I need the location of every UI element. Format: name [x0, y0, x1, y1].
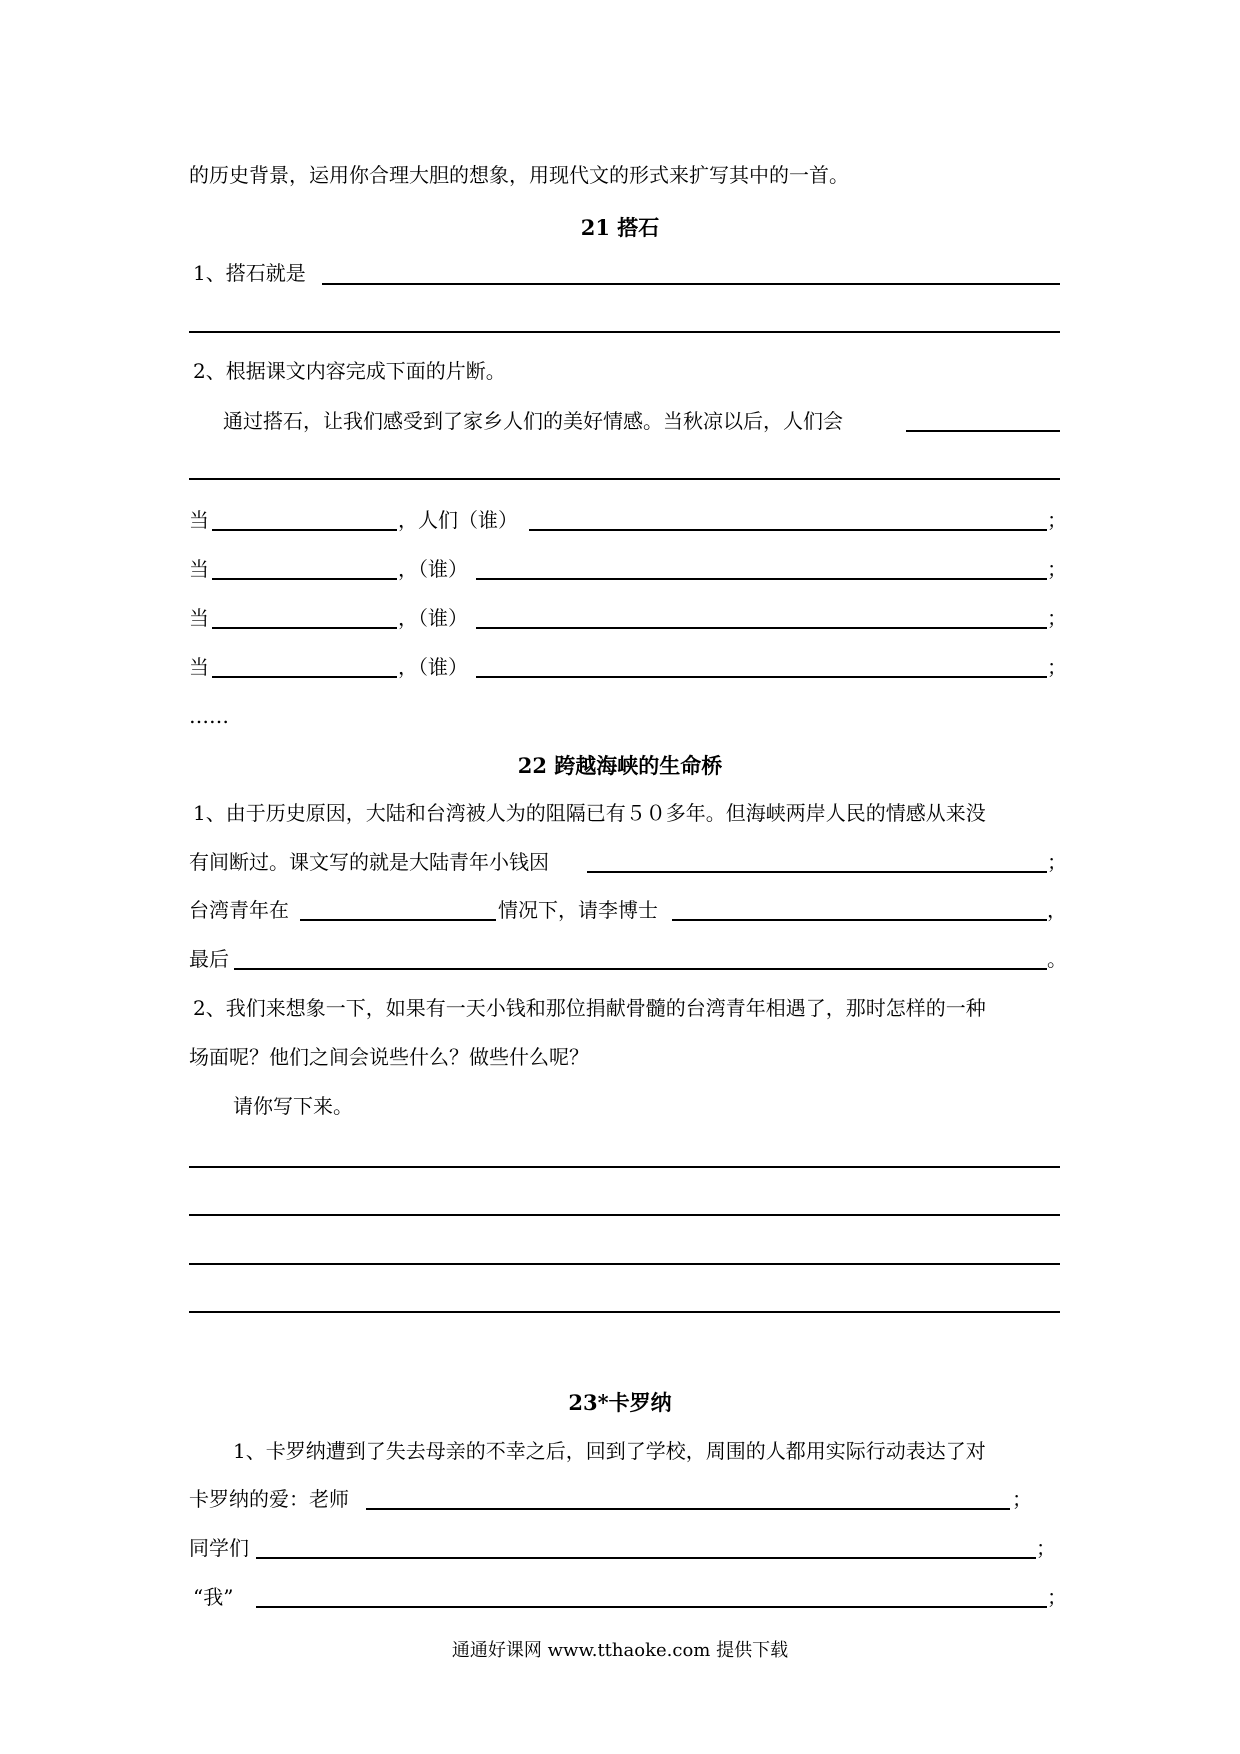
sec21-q1-blank[interactable] — [322, 283, 1060, 285]
sec23-classmates-blank[interactable] — [256, 1557, 1036, 1559]
sec21-when-label: 当 — [189, 508, 209, 532]
sec21-semicolon: ； — [1047, 508, 1067, 532]
sec22-writing-line-2[interactable] — [189, 1214, 1060, 1216]
sec21-semicolon: ； — [1047, 655, 1067, 679]
sec22-writing-line-4[interactable] — [189, 1311, 1060, 1313]
sec21-q1-text: 1、搭石就是 — [193, 261, 306, 285]
sec22-comma: ， — [1047, 898, 1067, 922]
sec23-teacher-blank[interactable] — [366, 1508, 1010, 1510]
sec23-q1-line3: 同学们 — [189, 1536, 249, 1560]
intro-text: 的历史背景，运用你合理大胆的想象，用现代文的形式来扩写其中的一首。 — [189, 163, 849, 187]
sec22-q1-line4: 最后 — [189, 947, 229, 971]
sec23-semicolon: ； — [1036, 1536, 1056, 1560]
sec22-q1-line3b: 情况下，请李博士 — [498, 898, 658, 922]
sec22-q1-blank-request[interactable] — [672, 919, 1047, 921]
sec21-action-blank-4[interactable] — [476, 676, 1047, 678]
sec23-q1-line1: 1、卡罗纳遭到了失去母亲的不幸之后，回到了学校，周围的人都用实际行动表达了对 — [233, 1439, 986, 1463]
sec21-when-label: 当 — [189, 655, 209, 679]
sec21-q1-blank-line2[interactable] — [189, 331, 1060, 333]
sec22-semicolon: ； — [1047, 850, 1067, 874]
sec21-action-blank-2[interactable] — [476, 578, 1047, 580]
sec22-q1-line2: 有间断过。课文写的就是大陆青年小钱因 — [189, 850, 549, 874]
sec21-ellipsis: …… — [189, 704, 229, 728]
sec21-when-blank-1[interactable] — [212, 529, 397, 531]
sec21-people-who-label: ，人们（谁） — [398, 508, 518, 532]
sec22-writing-line-3[interactable] — [189, 1263, 1060, 1265]
sec22-q1-blank-situation[interactable] — [300, 919, 496, 921]
sec22-q1-blank-final[interactable] — [234, 968, 1047, 970]
sec21-semicolon: ； — [1047, 606, 1067, 630]
section-21-title: 21 搭石 — [580, 215, 660, 240]
section-22-title: 22 跨越海峡的生命桥 — [517, 753, 723, 778]
sec21-who-label: ，（谁） — [398, 606, 468, 630]
sec22-writing-line-1[interactable] — [189, 1166, 1060, 1168]
sec23-q1-line4: “我” — [193, 1585, 234, 1609]
sec21-who-label: ，（谁） — [398, 655, 468, 679]
footer-text: 通通好课网 www.tthaoke.com 提供下载 — [451, 1640, 789, 1661]
sec21-when-blank-4[interactable] — [212, 676, 397, 678]
sec23-semicolon: ； — [1012, 1487, 1032, 1511]
sec21-who-label: ，（谁） — [398, 557, 468, 581]
sec21-q2-text: 2、根据课文内容完成下面的片断。 — [193, 359, 506, 383]
sec22-q1-line1: 1、由于历史原因，大陆和台湾被人为的阻隔已有５０多年。但海峡两岸人民的情感从来没 — [193, 801, 986, 825]
section-23-title: 23*卡罗纳 — [568, 1390, 672, 1415]
sec21-semicolon: ； — [1047, 557, 1067, 581]
sec21-para-text: 通过搭石，让我们感受到了家乡人们的美好情感。当秋凉以后，人们会 — [223, 409, 843, 433]
sec23-me-blank[interactable] — [256, 1606, 1047, 1608]
sec22-q1-blank-reason[interactable] — [587, 871, 1047, 873]
sec21-when-label: 当 — [189, 557, 209, 581]
sec21-when-label: 当 — [189, 606, 209, 630]
sec23-semicolon: ； — [1047, 1585, 1067, 1609]
sec22-q2-line2: 场面呢？他们之间会说些什么？做些什么呢？ — [189, 1045, 589, 1069]
sec22-q2-line1: 2、我们来想象一下，如果有一天小钱和那位捐献骨髓的台湾青年相遇了，那时怎样的一种 — [193, 996, 986, 1020]
sec21-when-blank-2[interactable] — [212, 578, 397, 580]
sec22-period: 。 — [1047, 947, 1067, 971]
sec22-q2-line3: 请你写下来。 — [233, 1094, 353, 1118]
sec21-para-blank-line2[interactable] — [189, 478, 1060, 480]
sec21-action-blank-1[interactable] — [529, 529, 1047, 531]
sec23-q1-line2: 卡罗纳的爱：老师 — [189, 1487, 349, 1511]
sec22-q1-line3a: 台湾青年在 — [189, 898, 289, 922]
sec21-when-blank-3[interactable] — [212, 627, 397, 629]
sec21-para-blank[interactable] — [906, 430, 1060, 432]
sec21-action-blank-3[interactable] — [476, 627, 1047, 629]
